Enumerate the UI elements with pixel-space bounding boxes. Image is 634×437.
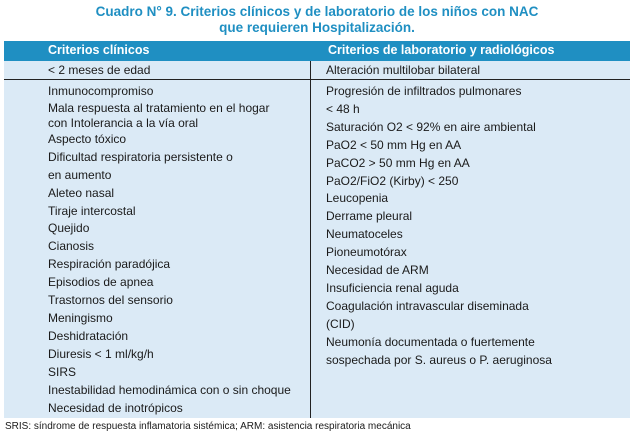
lab-criterion-item: Leucopenia bbox=[326, 191, 389, 206]
lab-criterion-item: Necesidad de ARM bbox=[326, 263, 429, 278]
clinical-criterion-item: Tiraje intercostal bbox=[48, 203, 136, 218]
table-title-line-1: Cuadro N° 9. Criterios clínicos y de laboratorio de los niños con NAC bbox=[95, 4, 539, 19]
lab-criterion-item: Progresión de infiltrados pulmonares bbox=[326, 84, 522, 98]
lab-criterion-item: Pioneumotórax bbox=[326, 245, 407, 260]
clinical-criterion-item: Quejido bbox=[48, 221, 90, 236]
clinical-criterion-item: Mala respuesta al tratamiento en el hogar bbox=[48, 100, 270, 115]
first-row-lab: Alteración multilobar bilateral bbox=[326, 63, 481, 77]
lab-criterion-item: PaCO2 > 50 mm Hg en AA bbox=[326, 155, 470, 170]
clinical-criterion-item: Aleteo nasal bbox=[48, 185, 115, 200]
lab-criterion-item: Saturación O2 < 92% en aire ambiental bbox=[326, 119, 536, 134]
first-row-clinical: < 2 meses de edad bbox=[48, 63, 151, 77]
clinical-criterion-item: Diuresis < 1 ml/kg/h bbox=[48, 346, 154, 361]
clinical-criterion-item: Episodios de apnea bbox=[48, 275, 154, 290]
clinical-criterion-item: con Intolerancia a la vía oral bbox=[48, 115, 199, 130]
clinical-criterion-item: Inestabilidad hemodinámica con o sin choque bbox=[48, 382, 291, 397]
lab-criterion-item: Derrame pleural bbox=[326, 209, 413, 224]
lab-criterion-item: PaO2 < 50 mm Hg en AA bbox=[326, 137, 462, 152]
clinical-criteria-list bbox=[48, 83, 298, 417]
column-divider bbox=[310, 61, 311, 418]
lab-criterion-item: Neumonía documentada o fuertemente bbox=[326, 334, 535, 349]
clinical-criterion-item: SIRS bbox=[48, 364, 77, 379]
clinical-criterion-item: Trastornos del sensorio bbox=[48, 293, 173, 308]
lab-criteria-list bbox=[326, 83, 616, 370]
clinical-criterion-item: Meningismo bbox=[48, 310, 113, 325]
clinical-criterion-item: en aumento bbox=[48, 167, 112, 182]
table-header bbox=[4, 41, 630, 61]
lab-criterion-item: PaO2/FiO2 (Kirby) < 250 bbox=[326, 173, 459, 188]
lab-criterion-item: (CID) bbox=[326, 316, 355, 331]
header-lab-criteria: Criterios de laboratorio y radiológicos bbox=[328, 43, 555, 57]
clinical-criterion-item: Necesidad de inotrópicos bbox=[48, 400, 183, 415]
lab-criterion-item: sospechada por S. aureus o P. aeruginosa bbox=[326, 352, 552, 367]
lab-criterion-item: Coagulación intravascular diseminada bbox=[326, 298, 529, 313]
lab-criterion-item: Insuficiencia renal aguda bbox=[326, 280, 459, 295]
criteria-table bbox=[4, 41, 630, 418]
clinical-criterion-item: Respiración paradójica bbox=[48, 257, 171, 272]
clinical-criterion-item: Deshidratación bbox=[48, 328, 129, 343]
lab-criterion-item: < 48 h bbox=[326, 101, 360, 116]
row-divider bbox=[4, 79, 630, 80]
footnote: SRIS: síndrome de respuesta inflamatoria sistémica; ARM: asistencia respiratoria mecánica bbox=[5, 421, 411, 432]
table-title bbox=[0, 4, 634, 36]
lab-criterion-item: Neumatoceles bbox=[326, 227, 403, 242]
header-clinical-criteria: Criterios clínicos bbox=[48, 43, 150, 57]
clinical-criterion-item: Dificultad respiratoria persistente o bbox=[48, 149, 233, 164]
clinical-criterion-item: Cianosis bbox=[48, 239, 95, 254]
clinical-criterion-item: Aspecto tóxico bbox=[48, 131, 127, 146]
clinical-criterion-item: Inmunocompromiso bbox=[48, 84, 154, 98]
table-title-line-2: que requieren Hospitalización. bbox=[219, 20, 415, 35]
